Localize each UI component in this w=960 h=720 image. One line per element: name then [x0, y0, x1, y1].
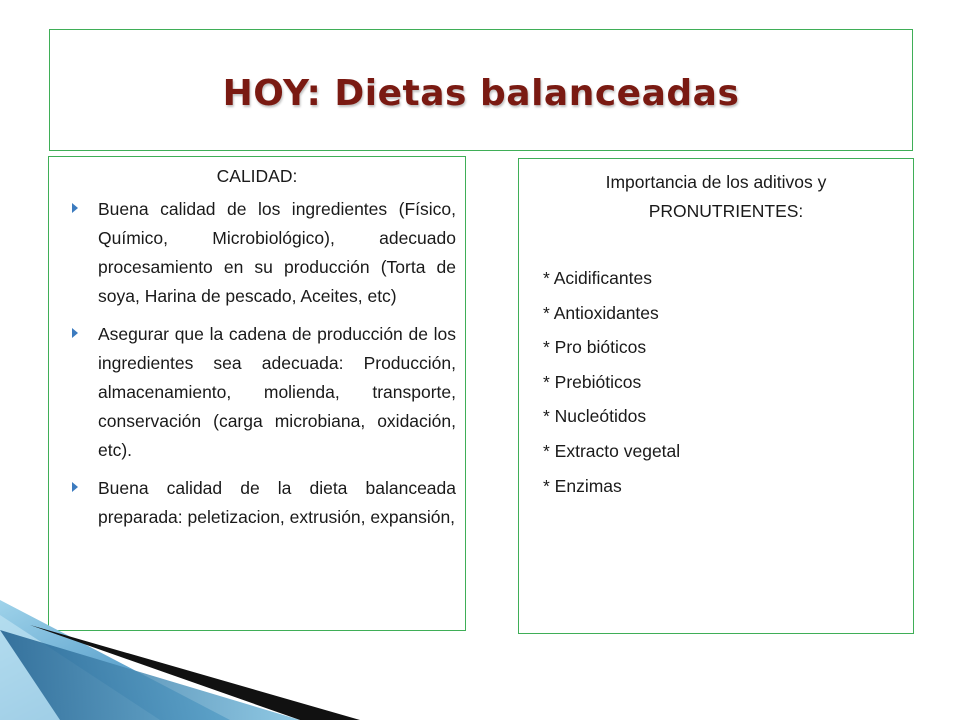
bullet-item [71, 320, 456, 465]
list-item: * Prebióticos [543, 371, 642, 392]
calidad-bullet-list [71, 195, 456, 541]
bullet-text: Buena calidad de los ingredientes (Físico, Químico, Microbiológico), adecuado procesamiento en su producción (Torta de soya, Harina de pescado, Aceites, etc) [98, 199, 456, 306]
calidad-box [48, 156, 466, 631]
list-item: * Enzimas [543, 475, 622, 496]
aditivos-list [543, 261, 680, 503]
list-item: * Nucleótidos [543, 406, 647, 427]
bullet-item [71, 195, 456, 311]
list-item: * Acidificantes [543, 268, 652, 288]
bullet-text: Asegurar que la cadena de producción de los ingredientes sea adecuada: Producción, almacenamiento, molienda, transporte, conservación (carga microbiana, oxidación, etc). [98, 324, 456, 460]
slide-title: HOY: Dietas balanceadas [222, 73, 740, 114]
bullet-text: Buena calidad de la dieta balanceada preparada: peletizacion, extrusión, expansión, [98, 478, 456, 527]
triangle-right-icon [72, 482, 78, 492]
list-item: * Pro bióticos [543, 337, 647, 358]
aditivos-heading-line1: Importancia de los aditivos y [605, 172, 827, 192]
aditivos-box [518, 158, 914, 634]
bullet-item [71, 474, 456, 532]
triangle-right-icon [72, 328, 78, 338]
list-item: * Extracto vegetal [543, 440, 681, 461]
list-item: * Antioxidantes [543, 302, 659, 323]
calidad-heading: CALIDAD: [216, 166, 298, 186]
triangle-right-icon [72, 203, 78, 213]
title-box [49, 29, 913, 151]
decorative-corner-graphic [0, 590, 360, 720]
aditivos-heading-line2: PRONUTRIENTES: [648, 201, 804, 221]
aditivos-heading [519, 168, 913, 226]
